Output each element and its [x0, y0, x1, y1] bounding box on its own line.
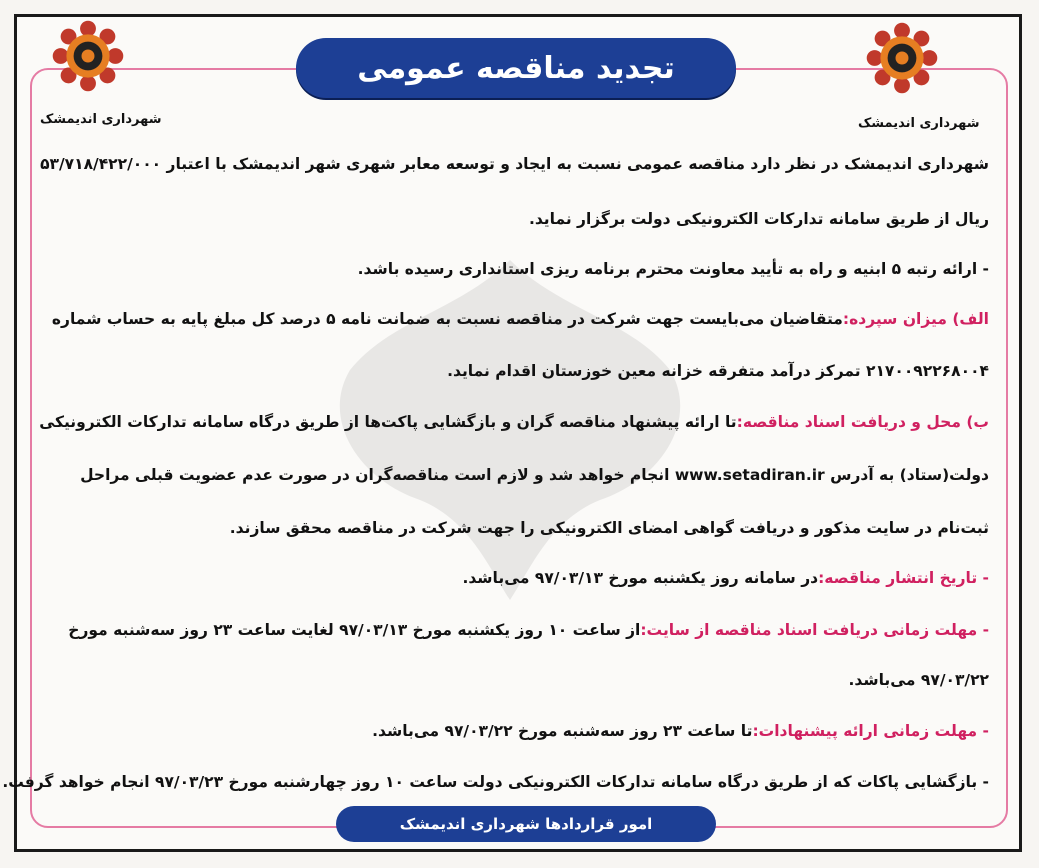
notice-line — [40, 155, 989, 174]
line-text: ۹۷/۰۳/۲۲ می‌باشد. — [848, 671, 989, 689]
section-label: ب) محل و دریافت اسناد مناقصه: — [736, 413, 989, 431]
notice-line — [43, 362, 989, 381]
notice-line — [43, 722, 989, 741]
notice-line — [43, 621, 989, 640]
page-title: تجدید مناقصه عمومی — [296, 38, 736, 98]
notice-line — [39, 413, 989, 432]
org-name-right: شهرداری اندیمشک — [858, 116, 980, 131]
notice-line — [43, 671, 989, 690]
municipality-logo-icon — [866, 22, 938, 94]
notice-line — [43, 310, 989, 329]
inner-border — [30, 68, 1008, 828]
line-text: شهرداری اندیمشک در نظر دارد مناقصه عمومی نسبت به ایجاد و توسعه معابر شهری شهر اندیمشک با اعتبار ۵۳/۷۱۸/۴۲۲/۰۰۰ — [40, 155, 989, 173]
notice-line — [43, 569, 989, 588]
line-text: ثبت‌نام در سایت مذکور و دریافت گواهی امضای الکترونیکی را جهت شرکت در مناقصه محقق سازند. — [229, 519, 989, 537]
line-text: در سامانه روز یکشنبه مورخ ۹۷/۰۳/۱۳ می‌باشد. — [462, 569, 819, 587]
line-text: ریال از طریق سامانه تدارکات الکترونیکی دولت برگزار نماید. — [528, 210, 989, 228]
section-label: الف) میزان سپرده: — [842, 310, 989, 328]
line-text: تا ارائه پیشنهاد مناقصه گران و بازگشایی پاکت‌ها از طریق درگاه سامانه تدارکات الکترونیکی — [39, 413, 737, 431]
footer-banner: امور قراردادها شهرداری اندیمشک — [336, 806, 716, 842]
line-text: متقاضیان می‌بایست جهت شرکت در مناقصه نسبت به ضمانت نامه ۵ درصد کل مبلغ پایه به حساب شماره — [51, 310, 843, 328]
municipality-logo-icon — [52, 20, 124, 92]
line-text: دولت(ستاد) به آدرس www.setadiran.ir انجام خواهد شد و لازم است مناقصه‌گران در صورت عدم عضویت قبلی مراحل — [80, 466, 989, 484]
section-label: - تاریخ انتشار مناقصه: — [818, 569, 989, 587]
notice-line — [43, 466, 989, 485]
line-text: - بازگشایی پاکات که از طریق درگاه سامانه تدارکات الکترونیکی دولت ساعت ۱۰ روز چهارشنبه مورخ ۹۷/۰۳/۲۳ انجام خواهد گرفت. — [2, 773, 989, 791]
org-name-left: شهرداری اندیمشک — [40, 112, 162, 127]
notice-line — [43, 260, 989, 279]
line-text: از ساعت ۱۰ روز یکشنبه مورخ ۹۷/۰۳/۱۳ لغایت ساعت ۲۳ روز سه‌شنبه مورخ — [68, 621, 641, 639]
line-text: ۲۱۷۰۰۹۲۲۶۸۰۰۴ تمرکز درآمد متفرقه خزانه معین خوزستان اقدام نماید. — [447, 362, 989, 380]
section-label: - مهلت زمانی ارائه پیشنهادات: — [752, 722, 989, 740]
notice-line — [43, 519, 989, 538]
line-text: تا ساعت ۲۳ روز سه‌شنبه مورخ ۹۷/۰۳/۲۲ می‌باشد. — [372, 722, 753, 740]
notice-line — [2, 773, 989, 792]
notice-line — [43, 210, 989, 229]
section-label: - مهلت زمانی دریافت اسناد مناقصه از سایت: — [640, 621, 989, 639]
line-text: - ارائه رتبه ۵ ابنیه و راه به تأیید معاونت محترم برنامه ریزی استانداری رسیده باشد. — [357, 260, 989, 278]
